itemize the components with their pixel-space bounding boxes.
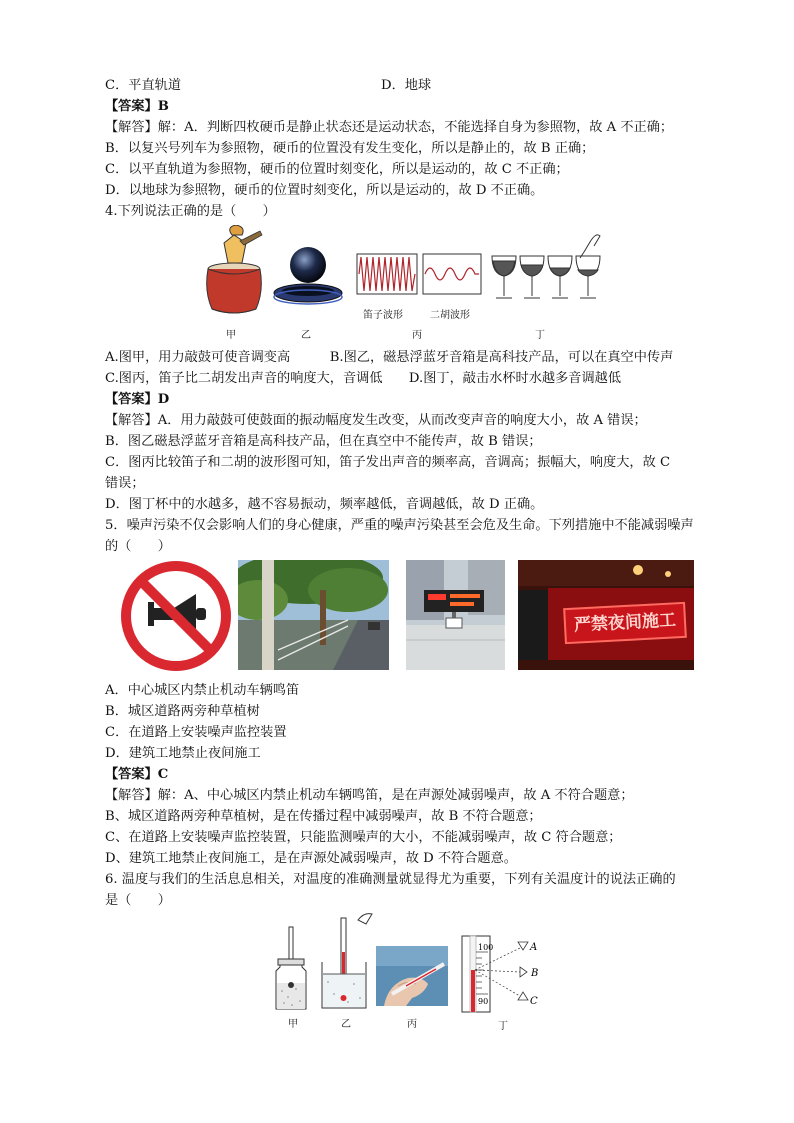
q4-explanation-2: B．图乙磁悬浮蓝牙音箱是高科技产品，但在真空中不能传声，故 B 错误；	[105, 434, 542, 449]
point-a-label: A	[530, 942, 538, 953]
eye-a-icon	[518, 942, 528, 950]
q6-stem-1: 6. 温度与我们的生活息息相关，对温度的准确测量就显得尤为重要，下列有关温度计的说法正确的	[105, 872, 676, 887]
point-b-label: B	[531, 968, 539, 979]
q5-explanation-2: B、城区道路两旁种草植树，是在传播过程中减弱噪声，故 B 不符合题意；	[105, 809, 542, 824]
scale-90: 90	[478, 997, 489, 1006]
street-trees-photo	[238, 560, 389, 670]
label-ding: 丁	[535, 330, 545, 341]
fig6-label-ding: 丁	[498, 1021, 508, 1032]
q5-stem-1: 5．噪声污染不仅会影响人们的身心健康，严重的噪声污染甚至会危及生命。下列措施中不能减弱噪声	[105, 518, 694, 533]
eye-c-icon	[518, 992, 528, 1000]
noise-monitor-photo	[406, 560, 505, 670]
q4-explanation-5: D．图丁杯中的水越多，越不容易振动，频率越低，音调越低，故 D 正确。	[105, 497, 544, 512]
clinical-thermometer-photo	[376, 946, 448, 1006]
thermometer-reading-figure	[458, 934, 544, 1016]
q3-answer: 【答案】B	[105, 99, 169, 114]
no-horn-sign	[120, 560, 232, 672]
scale-100: 100	[478, 943, 494, 952]
fig6-label-bing: 丙	[407, 1019, 417, 1030]
q5-option-a: A．中心城区内禁止机动车辆鸣笛	[105, 683, 300, 698]
fig6-label-yi: 乙	[341, 1019, 351, 1030]
q3-explanation-3: C．以平直轨道为参照物，硬币的位置时刻变化，所以是运动的，故 C 不正确；	[105, 162, 569, 177]
q5-explanation-3: C、在道路上安装噪声监控装置，只能监测噪声的大小，不能减弱噪声，故 C 符合题意；	[105, 830, 622, 845]
q6-stem-2: 是（ ）	[105, 893, 171, 908]
q3-explanation-4: D．以地球为参照物，硬币的位置时刻变化，所以是运动的，故 D 不正确。	[105, 183, 544, 198]
q5-stem-2: 的（ ）	[105, 539, 171, 554]
label-yi: 乙	[301, 330, 311, 341]
label-flute: 笛子波形	[363, 310, 403, 321]
beaker-thermometer-figure	[318, 912, 376, 1012]
speaker-figure	[272, 245, 344, 307]
jar-thermometer-figure	[272, 925, 312, 1013]
q5-explanation-1: 【解答】解：A、中心城区内禁止机动车辆鸣笛，是在声源处减弱噪声，故 A 不符合题意；	[105, 788, 634, 803]
flute-waveform	[356, 253, 418, 295]
fig6-label-jia: 甲	[288, 1019, 298, 1030]
q4-explanation-3: C．图丙比较笛子和二胡的波形图可知，笛子发出声音的频率高，音调高；振幅大，响度大，故 C	[105, 455, 671, 470]
night-construction-sign: 严禁夜间施工	[563, 602, 687, 644]
drum-figure	[202, 225, 266, 317]
q4-stem: 4.下列说法正确的是（ ）	[105, 204, 276, 219]
point-c-label: C	[530, 996, 538, 1007]
q4-answer: 【答案】D	[105, 392, 170, 407]
eye-b-icon	[520, 967, 527, 977]
q3-option-d: D．地球	[381, 78, 432, 93]
q3-explanation-2: B．以复兴号列车为参照物，硬币的位置没有发生变化，所以是静止的，故 B 正确；	[105, 141, 595, 156]
q5-explanation-4: D、建筑工地禁止夜间施工，是在声源处减弱噪声，故 D 不符合题意。	[105, 851, 517, 866]
q4-explanation-1: 【解答】A．用力敲鼓可使鼓面的振动幅度发生改变，从而改变声音的响度大小，故 A 错误；	[105, 413, 647, 428]
label-jia: 甲	[226, 330, 236, 341]
q5-option-d: D．建筑工地禁止夜间施工	[105, 746, 261, 761]
q3-explanation-1: 【解答】解：A．判断四枚硬币是静止状态还是运动状态，不能选择自身为参照物，故 A 不正确；	[105, 120, 674, 135]
q3-option-c: C．平直轨道	[105, 78, 182, 93]
q5-option-b: B．城区道路两旁种草植树	[105, 704, 260, 719]
erhu-waveform	[422, 253, 482, 295]
label-erhu: 二胡波形	[430, 310, 470, 321]
q4-options-ab: A.图甲，用力敲鼓可使音调变高 B.图乙，磁悬浮蓝牙音箱是高科技产品，可以在真空中传声	[105, 350, 674, 365]
label-bing: 丙	[412, 330, 422, 341]
q4-explanation-4: 错误；	[105, 476, 145, 491]
q5-option-c: C．在道路上安装噪声监控装置	[105, 725, 287, 740]
q5-answer: 【答案】C	[105, 767, 169, 782]
night-construction-photo	[518, 560, 694, 670]
q4-options-cd: C.图丙，笛子比二胡发出声音的响度大，音调低 D.图丁，敲击水杯时水越多音调越低	[105, 371, 622, 386]
wine-glasses-figure	[488, 228, 604, 302]
